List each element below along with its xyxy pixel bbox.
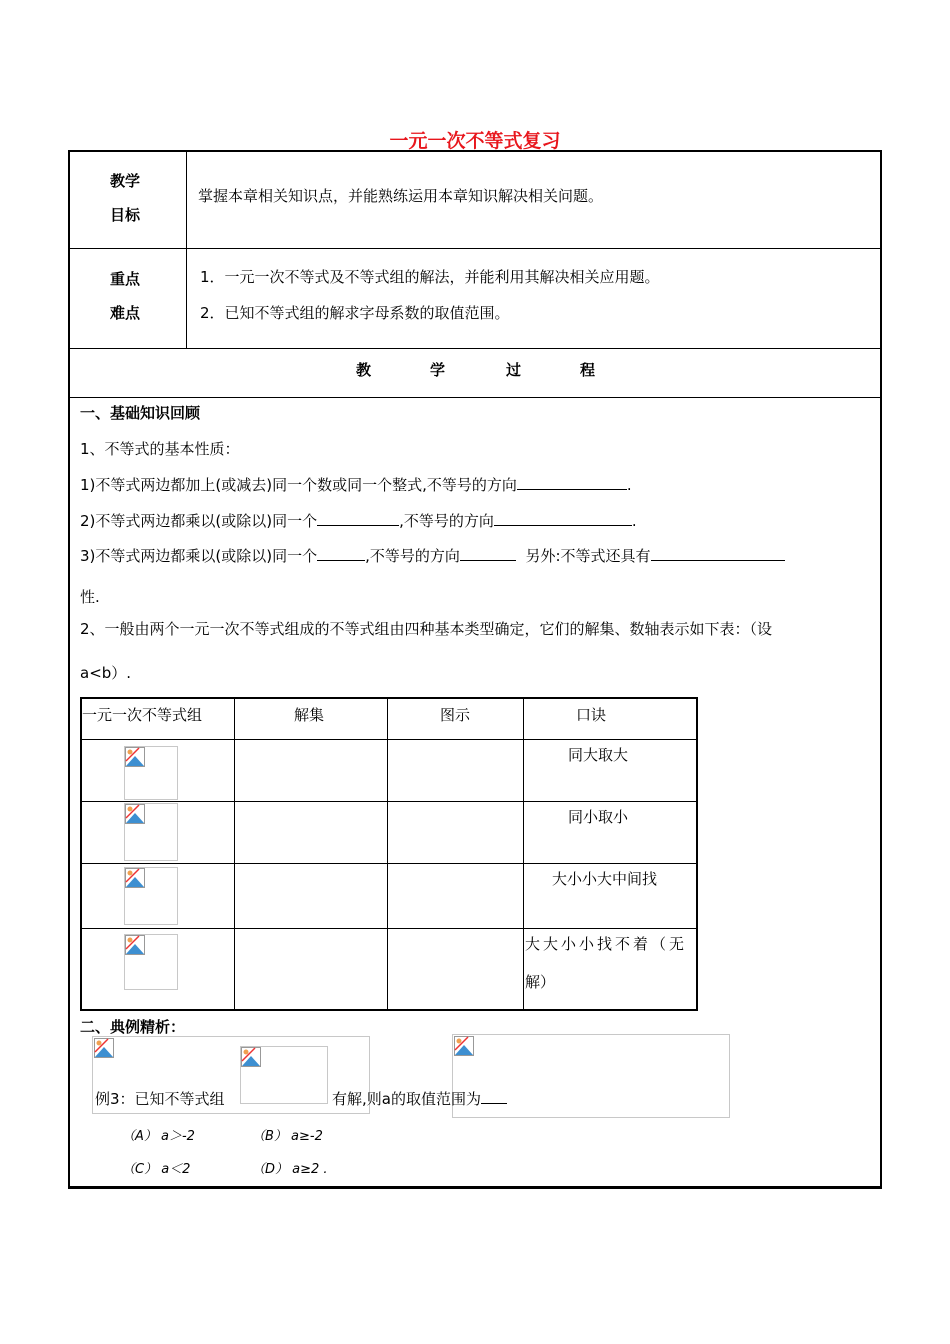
section2-heading: 二、典例精析： (80, 1018, 186, 1036)
process-char-4: 程 (580, 361, 596, 379)
mnemonic-1: 同大取大 (568, 746, 629, 764)
row-divider (82, 739, 696, 740)
property-1-text: 1)不等式两边都加上(或减去)同一个数或同一个整式,不等号的方向 (80, 476, 517, 494)
mnemonic-4: 大大小小找不着（无 (525, 935, 688, 953)
row-divider (82, 863, 696, 864)
inequality-system-image (124, 746, 178, 800)
property-2-mid: ,不等号的方向 (399, 512, 494, 530)
fill-blank (317, 511, 399, 526)
inequality-system-image (124, 803, 178, 861)
broken-image-icon (94, 1038, 114, 1058)
mnemonic-2: 同小取小 (568, 808, 629, 826)
column-divider (387, 699, 388, 1009)
broken-image-icon (125, 868, 145, 888)
property-2-text: 2)不等式两边都乘以(或除以)同一个 (80, 512, 318, 530)
table-header-mnemonic: 口诀 (576, 706, 607, 724)
inequality-system-image (124, 934, 178, 990)
row-divider (82, 801, 696, 802)
fill-blank (494, 511, 632, 526)
column-divider (234, 699, 235, 1009)
row-divider (70, 348, 880, 349)
key-label-line2: 难点 (110, 304, 141, 322)
lesson-table (68, 150, 882, 1189)
broken-image-icon (125, 804, 145, 824)
example-3-suffix: 有解,则a的取值范围为 (332, 1090, 481, 1108)
table-header-solution: 解集 (294, 706, 325, 724)
section1-heading: 一、基础知识回顾 (80, 404, 201, 422)
row-divider (70, 397, 880, 398)
fill-blank (481, 1089, 507, 1104)
property-3-end: 性. (80, 588, 100, 606)
property-1: 1)不等式两边都加上(或减去)同一个数或同一个整式,不等号的方向 . (80, 476, 632, 494)
fill-blank (460, 546, 516, 561)
column-divider (186, 152, 187, 348)
row-divider (82, 928, 696, 929)
document-title: 一元一次不等式复习 (389, 130, 561, 152)
goal-text: 掌握本章相关知识点，并能熟练运用本章知识解决相关问题。 (198, 187, 604, 205)
option-a: （A） a＞-2 (122, 1129, 195, 1144)
column-divider (523, 699, 524, 1009)
property-3-other: 另外:不等式还具有 (525, 547, 651, 565)
fill-blank (517, 475, 627, 490)
fill-blank (317, 546, 365, 561)
key-point-1: 1．一元一次不等式及不等式组的解法，并能利用其解决相关应用题。 (200, 268, 660, 286)
table-header-system: 一元一次不等式组 (82, 706, 203, 724)
property-question: 1、不等式的基本性质： (80, 440, 240, 458)
goal-label-line1: 教学 (110, 172, 141, 190)
mnemonic-3: 大小小大中间找 (552, 870, 658, 888)
example-3-question (332, 1088, 507, 1109)
property-3-mid: ,不等号的方向 (365, 547, 460, 565)
table-header-diagram: 图示 (440, 706, 471, 724)
option-b: （B） a≥-2 (252, 1129, 323, 1144)
property-3-text: 3)不等式两边都乘以(或除以)同一个 (80, 547, 318, 565)
option-c: （C） a＜2 (122, 1162, 191, 1177)
process-char-2: 学 (430, 361, 446, 379)
solution-set-table (80, 697, 698, 1011)
option-d: （D） a≥2 . (252, 1162, 328, 1177)
goal-label-line2: 目标 (110, 206, 141, 224)
row-divider (70, 248, 880, 249)
broken-image-icon (125, 747, 145, 767)
example-3-prefix: 例3：已知不等式组 (95, 1090, 225, 1108)
inequality-system-image (240, 1046, 328, 1104)
inequality-system-intro: 2、一般由两个一元一次不等式组成的不等式组由四种基本类型确定，它们的解集、数轴表示如下表：（设 (80, 620, 773, 638)
broken-image-icon (241, 1047, 261, 1067)
fill-blank (651, 546, 785, 561)
inequality-system-note: a<b）. (80, 664, 132, 682)
broken-image-icon (125, 935, 145, 955)
property-2: 2)不等式两边都乘以(或除以)同一个 ,不等号的方向 . (80, 512, 637, 530)
process-char-1: 教 (356, 361, 372, 379)
mnemonic-4-cont: 解） (525, 973, 556, 991)
key-point-2: 2．已知不等式组的解求字母系数的取值范围。 (200, 304, 510, 322)
broken-image-icon (454, 1036, 474, 1056)
key-label-line1: 重点 (110, 270, 141, 288)
process-char-3: 过 (506, 361, 522, 379)
inequality-system-image (124, 867, 178, 925)
property-3 (80, 545, 785, 566)
